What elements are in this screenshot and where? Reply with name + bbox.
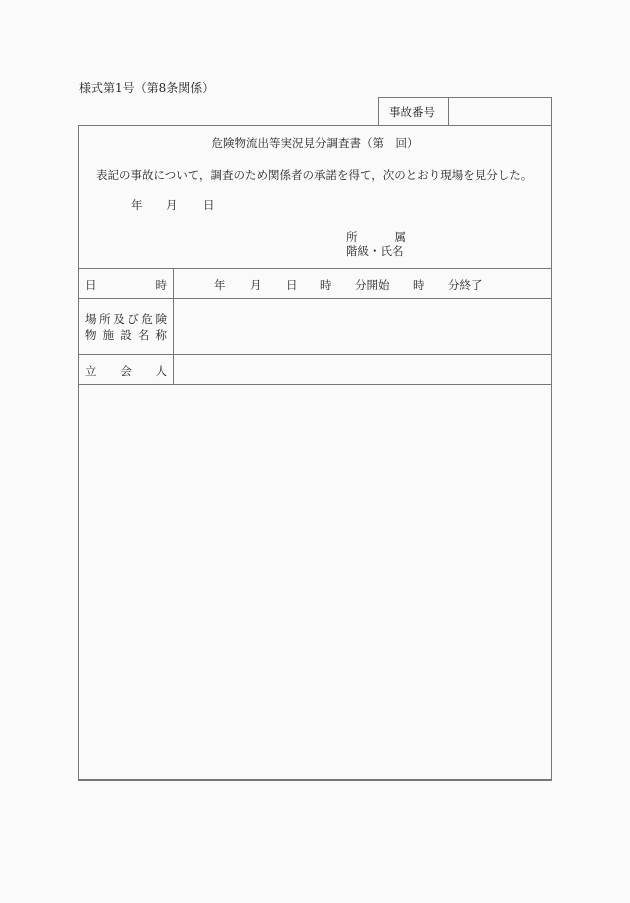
witness-field[interactable] — [175, 356, 550, 383]
day-label: 日 — [203, 198, 215, 212]
inspection-body-area[interactable] — [80, 386, 550, 778]
label-char: 称 — [155, 328, 167, 342]
label-char: 日 — [85, 278, 97, 292]
datetime-month: 月 — [250, 278, 262, 292]
label-char: 危 — [141, 312, 153, 326]
incident-number-label: 事故番号 — [389, 105, 435, 119]
label-char: 施 — [102, 328, 115, 342]
label-char: び — [127, 312, 139, 326]
location-label-line2 — [85, 327, 167, 343]
affiliation-char: 所 — [346, 230, 358, 244]
witness-label — [85, 363, 167, 379]
label-char: 物 — [85, 328, 97, 342]
label-char: 設 — [120, 328, 132, 342]
document-title: 危険物流出等実況見分調査書（第 回） — [211, 136, 419, 150]
statement-text: 表記の事故について，調査のため関係者の承諾を得て，次のとおり現場を見分した。 — [96, 168, 533, 182]
label-char: 会 — [120, 364, 132, 378]
label-char: 所 — [99, 312, 111, 326]
datetime-day: 日 — [286, 278, 298, 292]
datetime-minute-start: 分開始 — [355, 278, 390, 292]
rank-name-label: 階級・氏名 — [346, 244, 404, 258]
label-char: 時 — [155, 278, 167, 292]
month-label: 月 — [166, 198, 178, 212]
year-label: 年 — [131, 198, 143, 212]
datetime-hour-end: 時 — [413, 278, 425, 292]
datetime-hour-start: 時 — [320, 278, 332, 292]
label-char: 名 — [137, 328, 150, 342]
datetime-minute-end: 分終了 — [448, 278, 483, 292]
label-char: 立 — [85, 364, 97, 378]
label-char: 及 — [113, 312, 125, 326]
label-char: 険 — [155, 312, 167, 326]
form-number-label: 様式第1号（第8条関係） — [79, 81, 215, 95]
datetime-label — [85, 277, 167, 293]
label-char: 場 — [85, 312, 97, 326]
location-field[interactable] — [175, 300, 550, 353]
datetime-year: 年 — [214, 278, 226, 292]
location-label-line1 — [85, 311, 167, 327]
affiliation-char: 属 — [394, 230, 406, 244]
incident-number-field[interactable] — [450, 99, 550, 124]
label-char: 人 — [155, 364, 167, 378]
